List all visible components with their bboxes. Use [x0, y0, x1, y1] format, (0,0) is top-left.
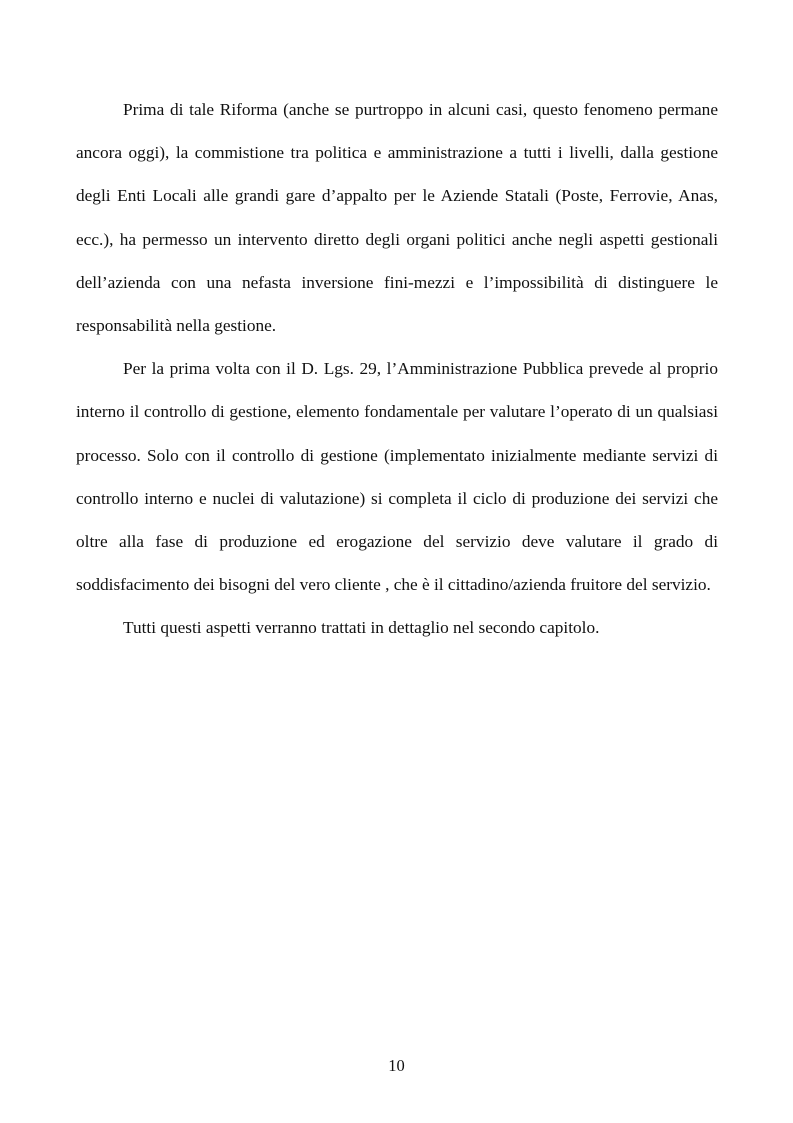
body-text: [76, 88, 718, 650]
page-number: 10: [388, 1056, 405, 1075]
paragraph-3: Tutti questi aspetti verranno trattati in dettaglio nel secondo capitolo.: [123, 618, 600, 638]
paragraph-1: Prima di tale Riforma (anche se purtroppo in alcuni casi, questo fenomeno permane ancora oggi), la commistione tra politica e amministrazione a tutti i livelli, dalla gestione degli Enti Locali alle grandi gare d’appalto per le Aziende Statali (Poste, Ferrovie, Anas, ecc.), ha permesso un intervento diretto degli organi politici anche negli aspetti gestionali dell’azienda con una nefasta inversione fini-mezzi e l’impossibilità di distinguere le responsabilità nella gestione.: [76, 100, 718, 336]
paragraph-2: Per la prima volta con il D. Lgs. 29, l’Amministrazione Pubblica prevede al proprio interno il controllo di gestione, elemento fondamentale per valutare l’operato di un qualsiasi processo. Solo con il controllo di gestione (implementato inizialmente mediante servizi di controllo interno e nuclei di valutazione) si completa il ciclo di produzione dei servizi che oltre alla fase di produzione ed erogazione del servizio deve valutare il grado di soddisfacimento dei bisogni del vero cliente , che è il cittadino/azienda fruitore del servizio.: [76, 359, 718, 595]
